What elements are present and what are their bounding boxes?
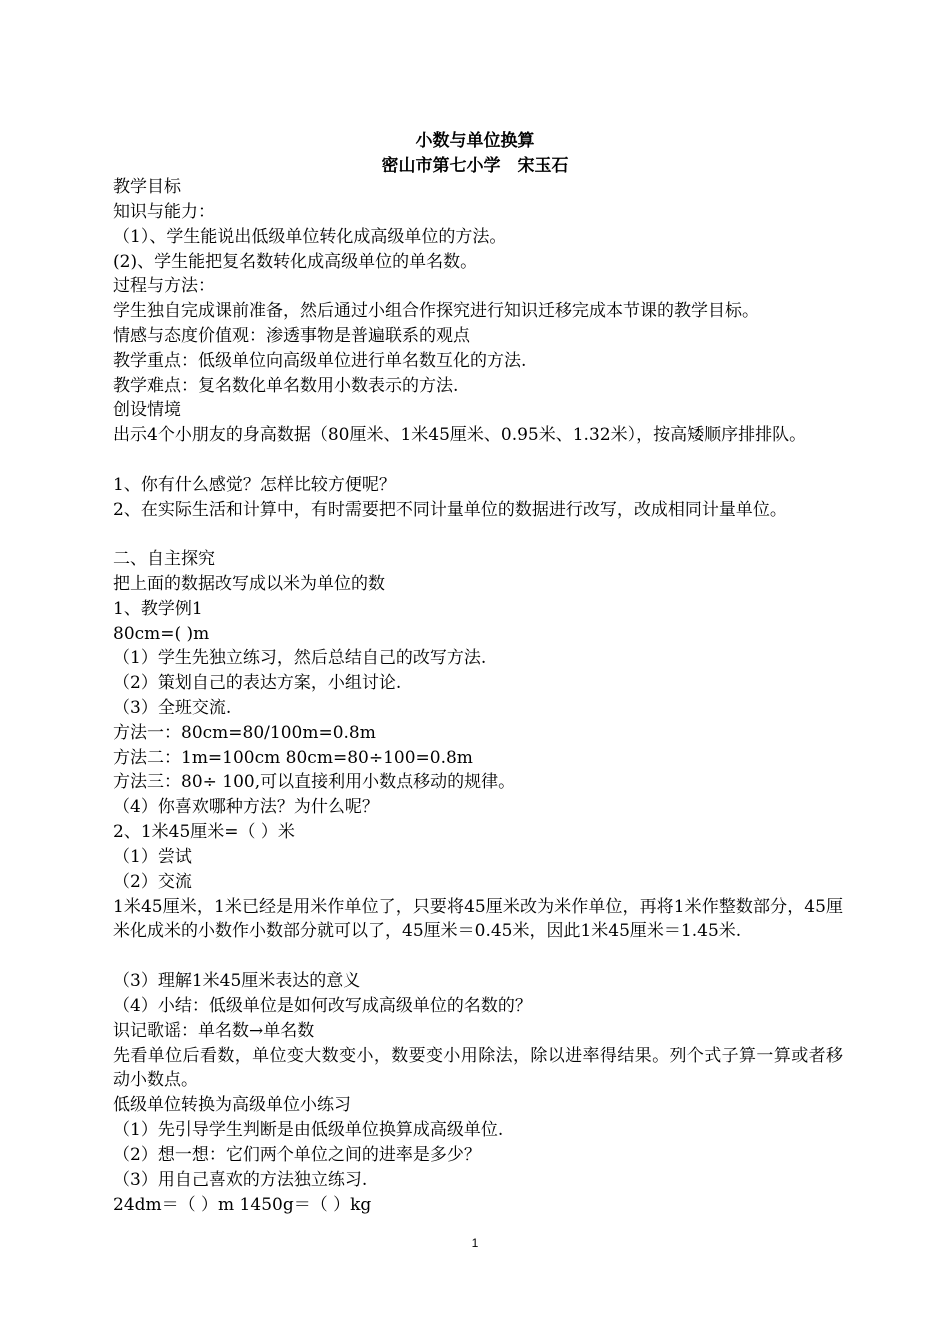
text-line: （2）策划自己的表达方案，小组讨论. [113, 673, 402, 693]
text-line: 情感与态度价值观：渗透事物是普遍联系的观点 [113, 326, 470, 346]
text-paragraph: 出示4个小朋友的身高数据（80厘米、1米45厘米、0.95米、1.32米），按高矮顺序排排队。 [113, 425, 807, 445]
text-line: （1）先引导学生判断是由低级单位换算成高级单位. [113, 1120, 504, 1140]
doc-title: 小数与单位换算 [415, 131, 535, 151]
section-heading: 教学目标 [113, 177, 181, 197]
text-line: 教学重点：低级单位向高级单位进行单名数互化的方法. [113, 351, 527, 371]
text-line: 把上面的数据改写成以米为单位的数 [113, 574, 385, 594]
method-line: 方法一：80cm=80/100m=0.8m [113, 723, 376, 743]
equation-line: 2、1米45厘米=（ ）米 [113, 822, 295, 842]
text-line: （3）用自己喜欢的方法独立练习. [113, 1170, 368, 1190]
text-line: (2)、学生能把复名数转化成高级单位的单名数。 [113, 252, 478, 272]
section-heading: 二、自主探究 [113, 549, 215, 569]
text-line: （4）你喜欢哪种方法？为什么呢？ [113, 797, 379, 817]
subheading: 知识与能力： [113, 202, 215, 222]
text-line: （1）学生先独立练习，然后总结自己的改写方法. [113, 648, 487, 668]
text-paragraph: 1米45厘米，1米已经是用米作单位了，只要将45厘米改为米作单位，再将1米作整数部分，45厘米化成米的小数作小数部分就可以了，45厘米＝0.45米，因此1米45厘米＝1.45米. [113, 897, 843, 941]
text-line: 低级单位转换为高级单位小练习 [113, 1095, 351, 1115]
text-line: 2、在实际生活和计算中，有时需要把不同计量单位的数据进行改写，改成相同计量单位。 [113, 500, 787, 520]
text-line: 识记歌谣：单名数→单名数 [113, 1021, 315, 1041]
text-line: （2）交流 [113, 872, 192, 892]
text-line: （4）小结：低级单位是如何改写成高级单位的名数的？ [113, 996, 532, 1016]
exercise-line: 24dm＝（ ）m 1450g＝（ ）kg [113, 1195, 372, 1215]
method-line: 方法三：80÷ 100,可以直接利用小数点移动的规律。 [113, 772, 516, 792]
text-paragraph: 先看单位后看数，单位变大数变小，数要变小用除法，除以进率得结果。列个式子算一算或者移动小数点。 [113, 1046, 843, 1090]
text-line: （3）理解1米45厘米表达的意义 [113, 971, 361, 991]
text-line: 教学难点：复名数化单名数用小数表示的方法. [113, 376, 459, 396]
text-line: （2）想一想：它们两个单位之间的进率是多少？ [113, 1145, 481, 1165]
section-heading: 创设情境 [113, 400, 181, 420]
text-line: （3）全班交流. [113, 698, 232, 718]
subheading: 过程与方法： [113, 276, 215, 296]
equation-line: 80cm=( )m [113, 624, 210, 644]
text-line: 1、你有什么感觉？怎样比较方便呢？ [113, 475, 396, 495]
page-number: 1 [471, 1236, 479, 1250]
method-line: 方法二：1m=100cm 80cm=80÷100=0.8m [113, 748, 473, 768]
text-line: （1）、学生能说出低级单位转化成高级单位的方法。 [113, 227, 507, 247]
doc-author: 密山市第七小学 宋玉石 [381, 156, 569, 176]
text-line: 1、教学例1 [113, 599, 203, 619]
text-line: （1）尝试 [113, 847, 192, 867]
text-line: 学生独自完成课前准备，然后通过小组合作探究进行知识迁移完成本节课的教学目标。 [113, 301, 759, 321]
